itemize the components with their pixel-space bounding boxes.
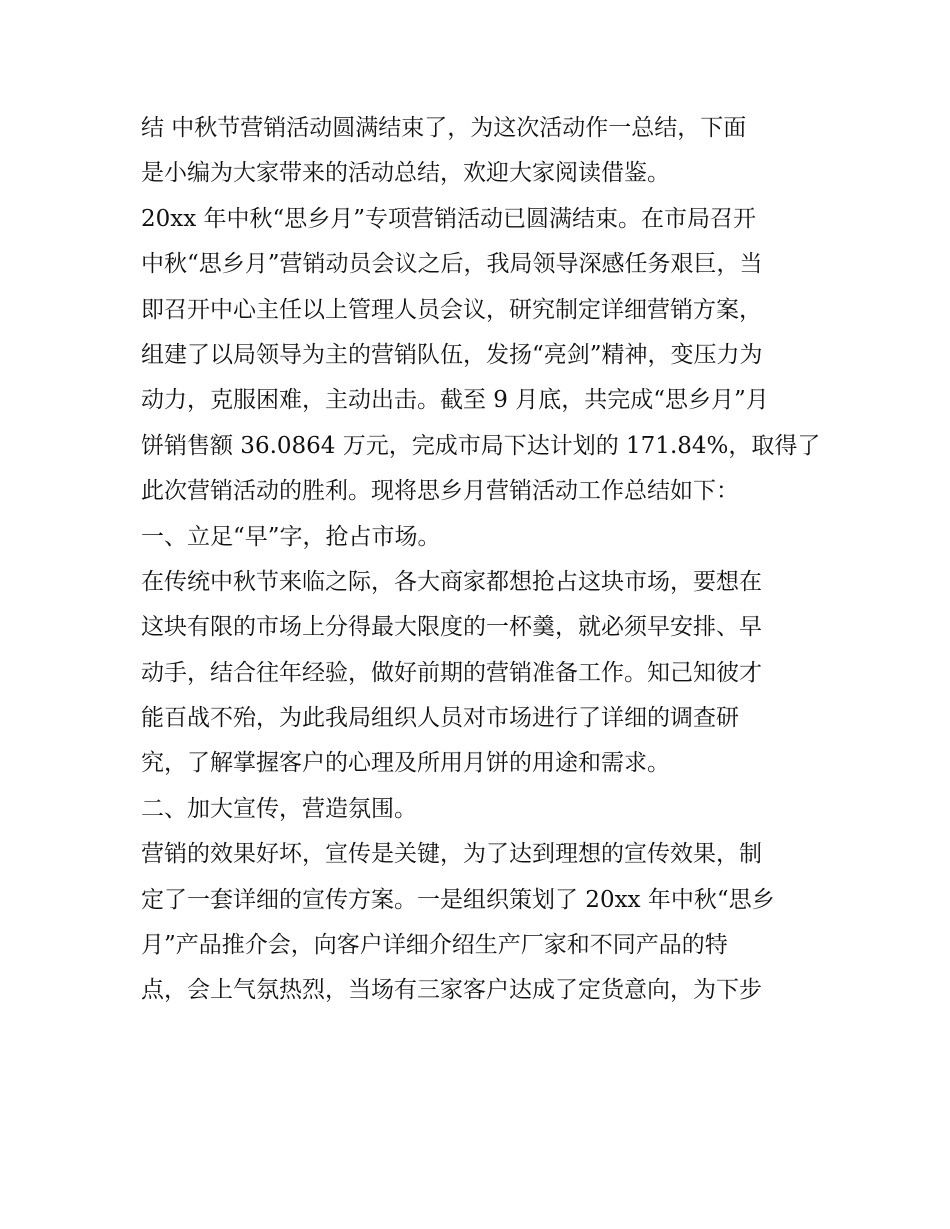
text-line: 是小编为大家带来的活动总结，欢迎大家阅读借鉴。 [141, 160, 670, 187]
text-line: 这块有限的市场上分得最大限度的一杯羹，就必须早安排、早 [141, 614, 762, 641]
text-line: 结 中秋节营销活动圆满结束了，为这次活动作一总结，下面 [141, 115, 747, 141]
section-heading: 二、加大宣传，营造氛围。 [141, 795, 417, 822]
text-line: 在传统中秋节来临之际，各大商家都想抢占这块市场，要想在 [141, 568, 762, 595]
text-line: 点，会上气氛热烈，当场有三家客户达成了定货意向，为下步 [141, 977, 762, 1004]
text-line: 定了一套详细的宣传方案。一是组织策划了 20xx 年中秋“思乡 [141, 886, 775, 913]
text-line: 动力，克服困难，主动出击。截至 9 月底，共完成“思乡月”月 [141, 387, 769, 414]
text-line: 20xx 年中秋“思乡月”专项营销活动已圆满结束。在市局召开 [141, 205, 757, 232]
text-line: 即召开中心主任以上管理人员会议，研究制定详细营销方案， [141, 296, 762, 323]
section-heading: 一、立足“早”字，抢占市场。 [141, 523, 441, 550]
document-body [141, 106, 821, 1014]
text-line: 月”产品推介会，向客户详细介绍生产厂家和不同产品的特 [141, 932, 728, 959]
text-line: 能百战不殆，为此我局组织人员对市场进行了详细的调查研 [141, 705, 739, 732]
text-line: 动手，结合往年经验，做好前期的营销准备工作。知己知彼才 [141, 659, 762, 686]
text-line: 饼销售额 36.0864 万元，完成市局下达计划的 171.84%，取得了 [141, 432, 821, 459]
text-line: 此次营销活动的胜利。现将思乡月营销活动工作总结如下： [141, 478, 739, 505]
text-line: 营销的效果好坏，宣传是关键，为了达到理想的宣传效果，制 [141, 841, 762, 868]
text-line: 究，了解掌握客户的心理及所用月饼的用途和需求。 [141, 750, 670, 777]
text-line: 中秋“思乡月”营销动员会议之后，我局领导深感任务艰巨，当 [141, 251, 763, 278]
text-line: 组建了以局领导为主的营销队伍，发扬“亮剑”精神，变压力为 [141, 341, 763, 368]
